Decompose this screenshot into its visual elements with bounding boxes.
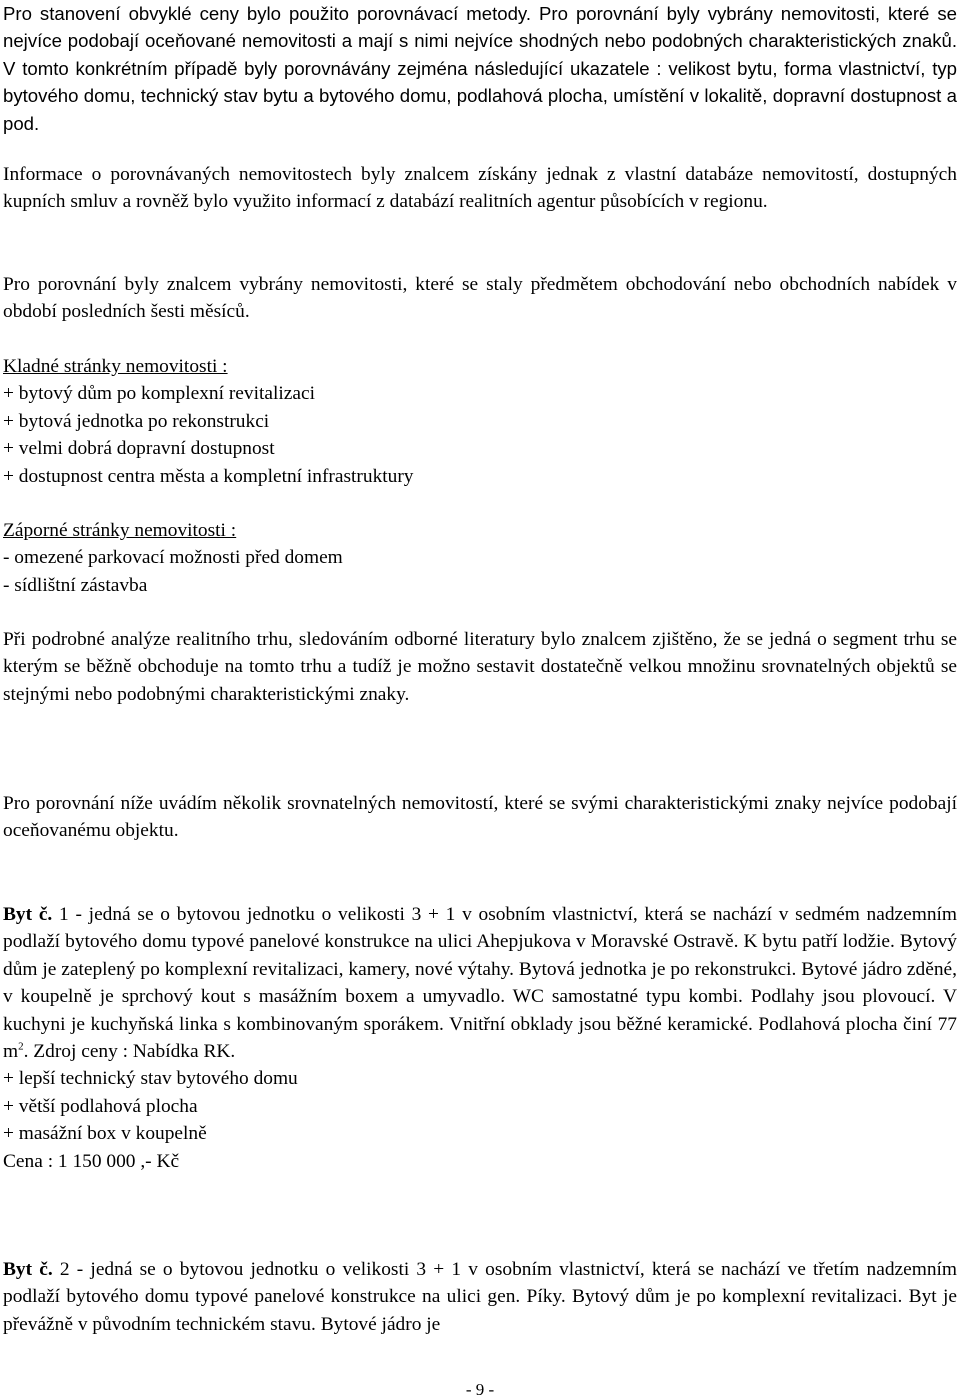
list-item: + bytový dům po komplexní revitalizaci — [3, 383, 315, 405]
positives-heading: Kladné stránky nemovitosti : — [3, 356, 228, 377]
list-item: + masážní box v koupelně — [3, 1123, 207, 1145]
list-item: + větší podlahová plocha — [3, 1095, 198, 1117]
flat-2-label: Byt č. — [3, 1259, 53, 1280]
list-item: + velmi dobrá dopravní dostupnost — [3, 438, 275, 460]
list-item: - omezené parkovací možnosti před domem — [3, 547, 343, 569]
flat-2-section — [3, 1256, 957, 1338]
selection-paragraph: Pro porovnání byly znalcem vybrány nemovitosti, které se staly předmětem obchodování nebo obchodních nabídek v období posledních šesti měsíců. — [3, 274, 957, 323]
list-item: + dostupnost centra města a kompletní infrastruktury — [3, 465, 414, 487]
flat-1-area-sup: 2 — [18, 1040, 24, 1053]
page-number: - 9 - — [465, 1380, 495, 1399]
flat-1-number: 1 — [59, 904, 69, 925]
flat-2-description — [3, 1256, 957, 1338]
positives-section — [3, 353, 957, 490]
list-item: + bytová jednotka po rekonstrukci — [3, 410, 270, 432]
list-item: - sídlištní zástavba — [3, 574, 148, 596]
flat-1-label: Byt č. — [3, 904, 53, 925]
list-item: + lepší technický stav bytového domu — [3, 1068, 298, 1090]
flat-1-price: Cena : 1 150 000 ,- Kč — [3, 1150, 180, 1172]
analysis-paragraph: Při podrobné analýze realitního trhu, sledováním odborné literatury bylo znalcem zjištěno, že se jedná o segment trhu se kterým se běžně obchoduje na tomto trhu a tudíž je možno sestavit dostatečně velkou množinu srovnatelných objektů se stejnými nebo podobnými charakteristickými znaky. — [3, 629, 957, 705]
flat-1-section — [3, 901, 957, 1175]
flat-1-source: . Zdroj ceny : Nabídka RK. — [23, 1041, 236, 1063]
intro-paragraph: Pro stanovení obvyklé ceny bylo použito porovnávací metody. Pro porovnání byly vybrány nemovitosti, které se nejvíce podobají oceňované nemovitosti a mají s nimi nejvíce shodných nebo podobných charakteristických znaků. V tomto konkrétním případě byly porovnávány zejména následující ukazatele : velikost bytu, forma vlastnictví, typ bytového domu, technický stav bytu a bytového domu, podlahová plocha, umístění v lokalitě, dopravní dostupnost a pod. — [3, 3, 957, 134]
flat-2-text: - jedná se o bytovou jednotku o velikosti 3 + 1 v osobním vlastnictví, která se nachází ve třetím nadzemním podlaží bytového domu typové panelové konstrukce na ulici gen. Píky. Bytový dům je po komplexní revitalizaci. Byt je převážně v původním technickém stavu. Bytové jádro je — [3, 1259, 957, 1335]
flat-2-number: 2 — [59, 1259, 70, 1280]
negatives-section — [3, 517, 957, 599]
negatives-heading: Záporné stránky nemovitosti : — [3, 520, 237, 541]
comparison-intro: Pro porovnání níže uvádím několik srovnatelných nemovitostí, které se svými charakteristickými znaky nejvíce podobají oceňovanému objektu. — [3, 793, 957, 842]
flat-1-description — [3, 901, 957, 1065]
flat-1-text: - jedná se o bytovou jednotku o velikosti 3 + 1 v osobním vlastnictví, která se nachází v sedmém nadzemním podlaží bytového domu typové panelové konstrukce na ulici Ahepjukova v Moravské Ostravě. K bytu patří lodžie. Bytový dům je zateplený po komplexní revitalizaci, kamery, nové výtahy. Bytová jednotka je po rekonstrukci. Bytové jádro zděné, v koupelně je sprchový kout s masážním boxem a umyvadlo. WC samostatné typu kombi. Podlahy jsou plovoucí. V kuchyni je kuchyňská linka s kombinovaným sporákem. Vnitřní obklady jsou běžné keramické. Podlahová plocha činí 77 m — [3, 904, 957, 1063]
info-paragraph: Informace o porovnávaných nemovitostech byly znalcem získány jednak z vlastní databáze nemovitostí, dostupných kupních smluv a rovněž bylo využito informací z databází realitních agentur působících v regionu. — [3, 164, 957, 213]
